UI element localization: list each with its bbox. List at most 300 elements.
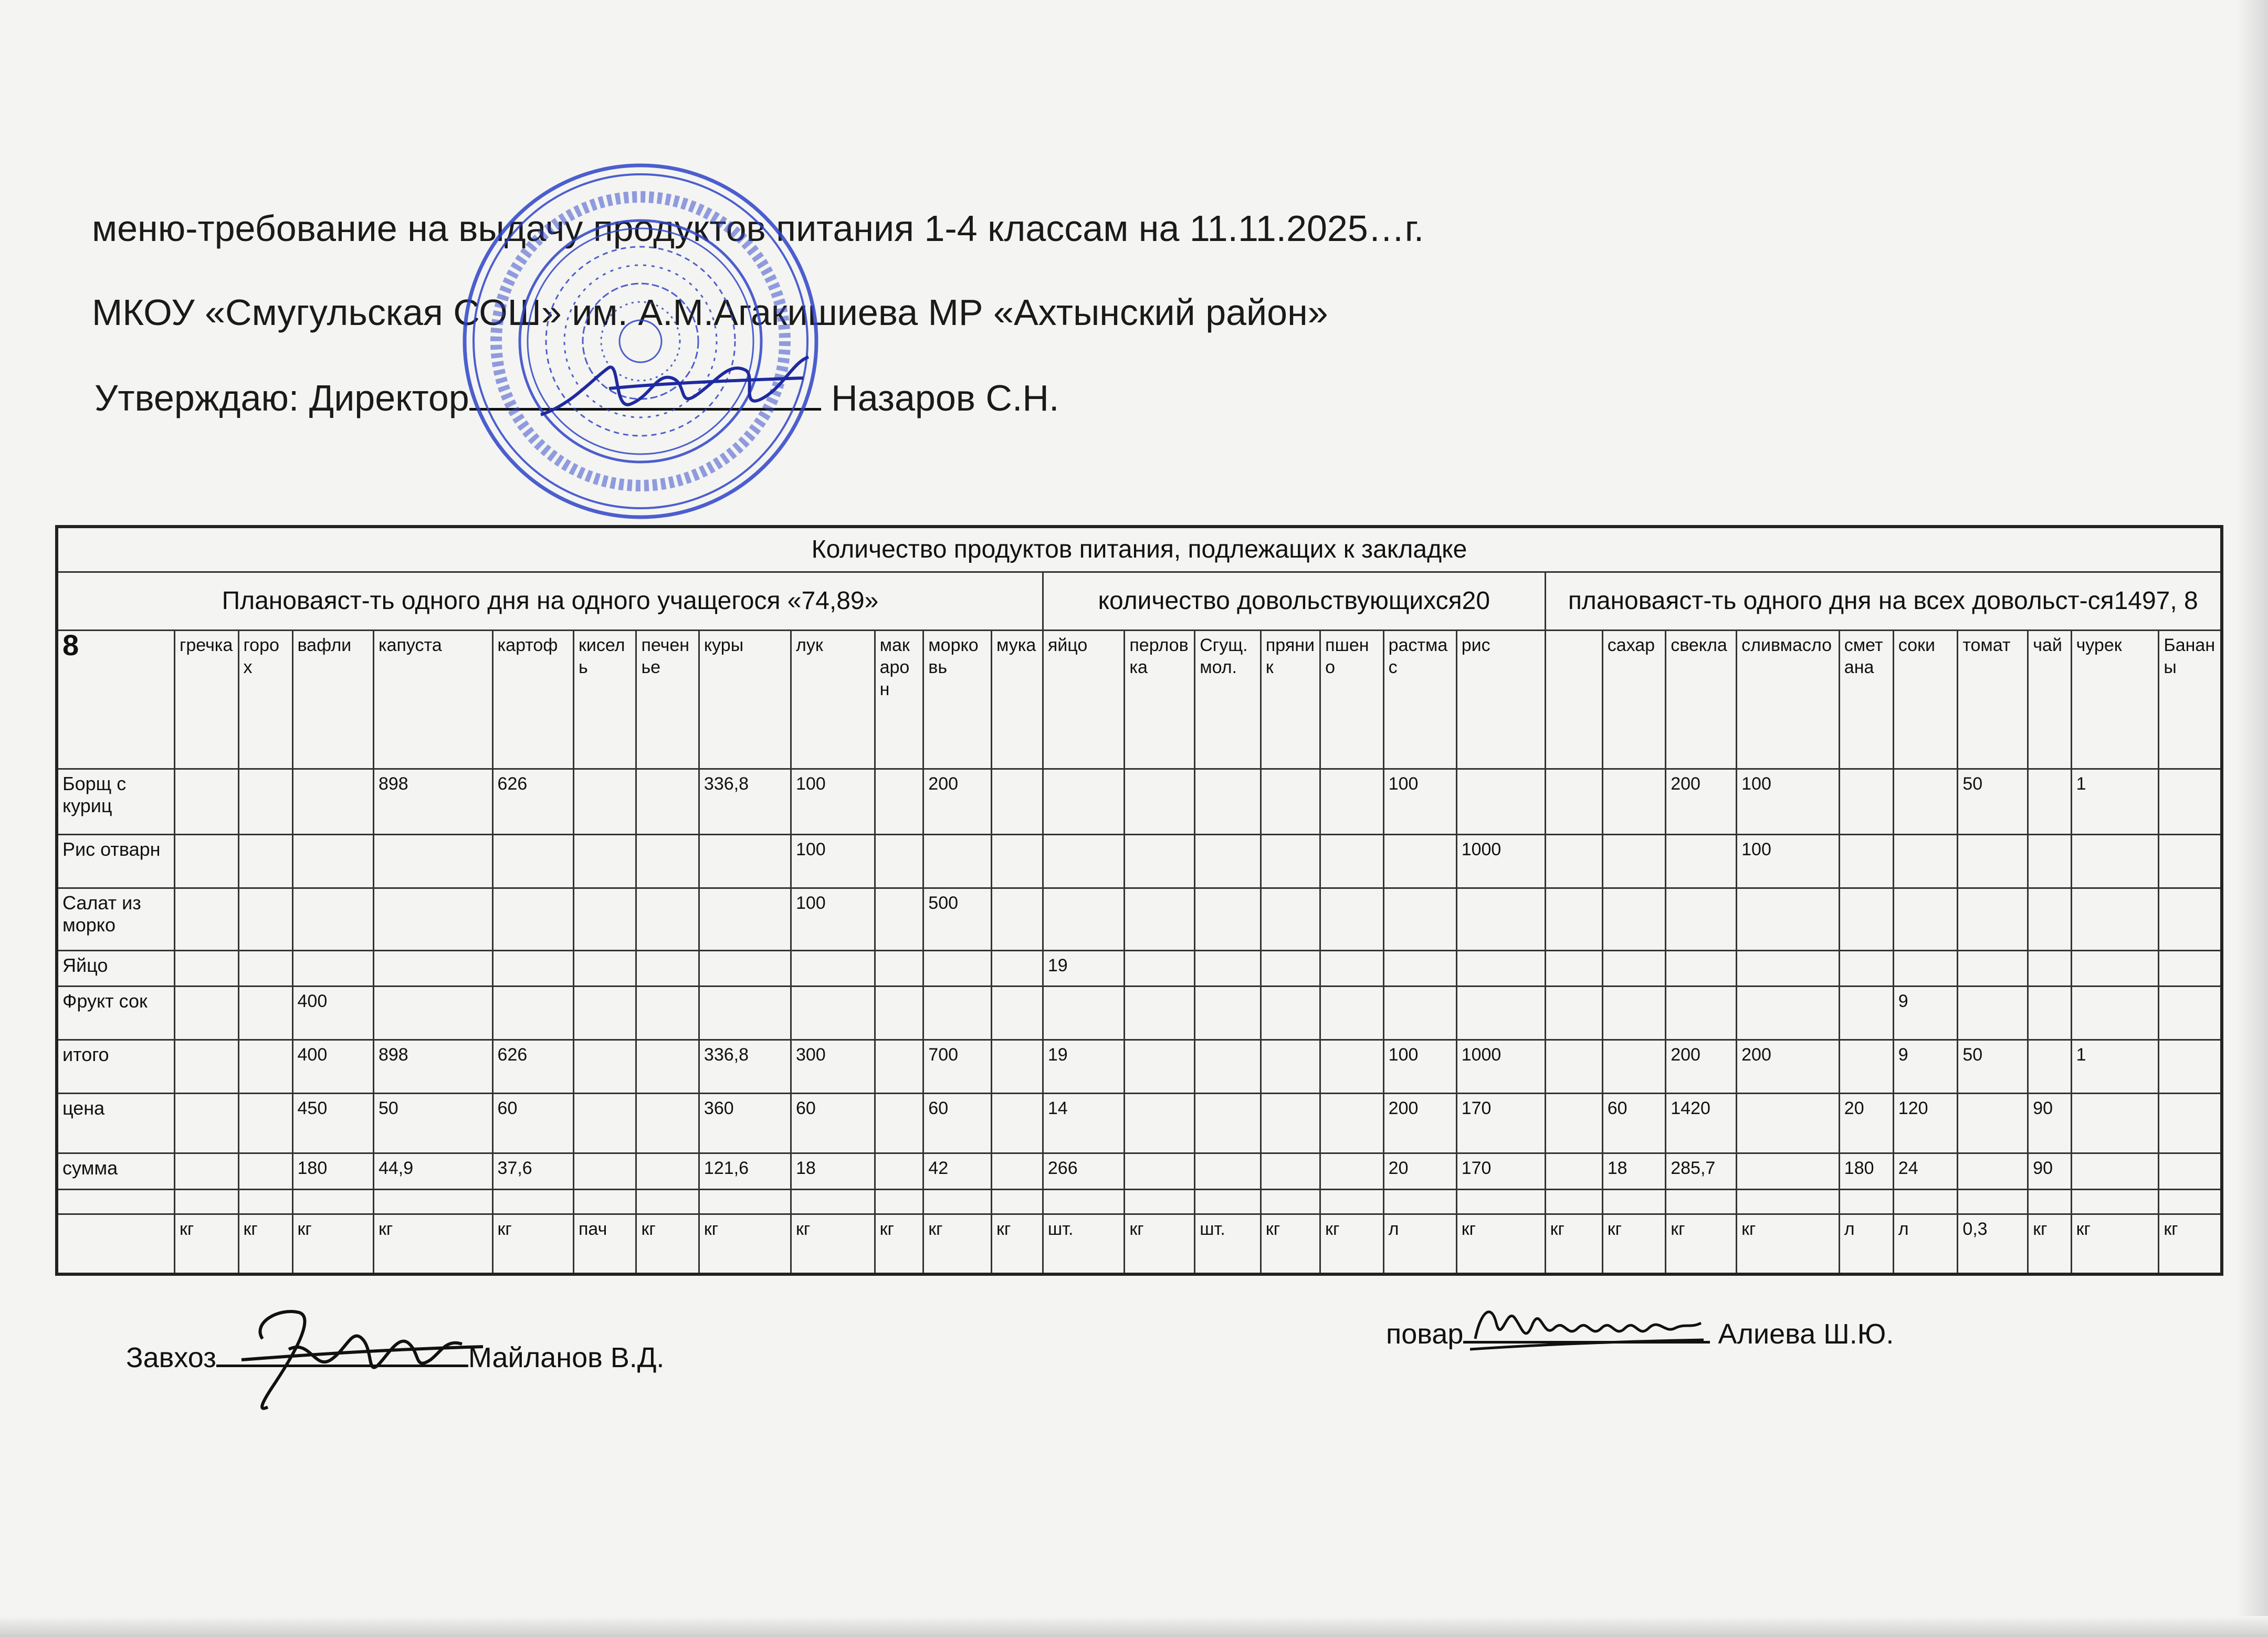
row-label: Салат из морко — [57, 888, 175, 951]
table-cell: 626 — [492, 1040, 573, 1094]
column-header: сметана — [1839, 630, 1893, 769]
table-cell — [238, 888, 292, 951]
table-cell — [574, 1040, 636, 1094]
table-cell — [1545, 835, 1602, 888]
table-cell — [992, 1094, 1043, 1153]
table-cell — [1737, 1094, 1840, 1153]
table-cell: 336,8 — [699, 1040, 791, 1094]
column-header: куры — [699, 630, 791, 769]
table-cell: 121,6 — [699, 1153, 791, 1189]
table-cell — [1261, 1153, 1320, 1189]
table-cell — [2028, 769, 2071, 835]
empty-cell — [238, 1189, 292, 1214]
table-cell — [1602, 835, 1665, 888]
table-cell — [992, 769, 1043, 835]
column-header: перловка — [1125, 630, 1195, 769]
table-cell: 9 — [1893, 987, 1958, 1040]
table-cell — [2028, 951, 2071, 987]
table-cell: 200 — [1666, 1040, 1737, 1094]
table-cell — [1737, 951, 1840, 987]
table-cell — [1602, 888, 1665, 951]
table-cell — [2071, 888, 2159, 951]
table-cell — [175, 951, 239, 987]
row-label: Фрукт сок — [57, 987, 175, 1040]
table-cell — [1737, 987, 1840, 1040]
table-cell — [1195, 835, 1261, 888]
table-cell — [1958, 987, 2028, 1040]
table-cell — [875, 1040, 923, 1094]
unit-cell: кг — [1545, 1214, 1602, 1274]
table-cell — [2159, 1153, 2222, 1189]
table-cell: 400 — [292, 987, 373, 1040]
table-cell — [1043, 835, 1125, 888]
table-cell — [2159, 888, 2222, 951]
table-cell: 450 — [292, 1094, 373, 1153]
unit-cell: пач — [574, 1214, 636, 1274]
empty-cell — [1839, 1189, 1893, 1214]
table-cell: 200 — [1737, 1040, 1840, 1094]
table-cell: 100 — [791, 888, 875, 951]
unit-cell: кг — [292, 1214, 373, 1274]
table-cell: 19 — [1043, 951, 1125, 987]
table-cell — [1545, 1040, 1602, 1094]
table-cell: 60 — [1602, 1094, 1665, 1153]
table-cell — [1545, 888, 1602, 951]
table-cell — [699, 987, 791, 1040]
table-cell — [175, 769, 239, 835]
empty-cell — [699, 1189, 791, 1214]
unit-cell: кг — [1125, 1214, 1195, 1274]
table-cell — [175, 888, 239, 951]
table-cell — [1261, 987, 1320, 1040]
table-cell — [636, 1153, 699, 1189]
table-cell — [1320, 888, 1383, 951]
table-cell — [1456, 951, 1545, 987]
table-row — [57, 951, 2222, 987]
empty-cell — [1383, 1189, 1456, 1214]
table-cell — [1261, 835, 1320, 888]
empty-cell — [1043, 1189, 1125, 1214]
table-cell — [2028, 987, 2071, 1040]
table-cell — [1666, 888, 1737, 951]
table-cell — [1893, 769, 1958, 835]
unit-cell: л — [1383, 1214, 1456, 1274]
table-cell — [1893, 835, 1958, 888]
empty-cell — [492, 1189, 573, 1214]
zavhoz-name: Майланов В.Д. — [468, 1342, 665, 1373]
column-header: сахар — [1602, 630, 1665, 769]
paper-bottom-edge — [0, 1616, 2268, 1637]
column-header: Сгущ.мол. — [1195, 630, 1261, 769]
table-cell — [1320, 1094, 1383, 1153]
table-cell — [699, 835, 791, 888]
table-row — [57, 1153, 2222, 1189]
table-cell — [791, 987, 875, 1040]
info-count: количество довольствующихся20 — [1043, 572, 1545, 630]
column-header: печенье — [636, 630, 699, 769]
empty-row — [57, 1189, 2222, 1214]
table-cell: 100 — [791, 835, 875, 888]
table-cell — [2159, 835, 2222, 888]
empty-cell — [1958, 1189, 2028, 1214]
column-header: чурек — [2071, 630, 2159, 769]
empty-cell — [1195, 1189, 1261, 1214]
column-header: горох — [238, 630, 292, 769]
unit-cell: кг — [492, 1214, 573, 1274]
table-cell — [923, 987, 992, 1040]
empty-cell — [636, 1189, 699, 1214]
unit-cell: кг — [373, 1214, 492, 1274]
table-cell — [2071, 1153, 2159, 1189]
table-cell: 180 — [292, 1153, 373, 1189]
table-cell — [373, 951, 492, 987]
table-cell: 170 — [1456, 1094, 1545, 1153]
unit-cell: кг — [923, 1214, 992, 1274]
table-cell: 18 — [1602, 1153, 1665, 1189]
table-cell — [2071, 951, 2159, 987]
table-cell — [2159, 1040, 2222, 1094]
unit-cell: кг — [2071, 1214, 2159, 1274]
empty-cell — [57, 1189, 175, 1214]
unit-cell: кг — [1666, 1214, 1737, 1274]
director-signature — [530, 347, 824, 436]
unit-cell: кг — [875, 1214, 923, 1274]
table-cell — [699, 888, 791, 951]
table-cell — [636, 769, 699, 835]
table-cell — [1839, 987, 1893, 1040]
info-plan-total: плановаяст-ть одного дня на всех довольст-ся1497, 8 — [1545, 572, 2222, 630]
table-cell — [1383, 987, 1456, 1040]
table-cell — [175, 987, 239, 1040]
column-header: чай — [2028, 630, 2071, 769]
table-cell — [923, 835, 992, 888]
unit-cell: кг — [992, 1214, 1043, 1274]
table-cell: 100 — [1383, 1040, 1456, 1094]
table-cell — [292, 951, 373, 987]
table-cell — [238, 769, 292, 835]
table-cell — [2028, 1040, 2071, 1094]
table-cell — [1602, 987, 1665, 1040]
table-cell — [1666, 987, 1737, 1040]
column-header: лук — [791, 630, 875, 769]
unit-cell — [57, 1214, 175, 1274]
table-cell — [2159, 951, 2222, 987]
table-cell — [992, 987, 1043, 1040]
empty-cell — [2071, 1189, 2159, 1214]
table-cell — [1839, 769, 1893, 835]
table-cell — [1383, 835, 1456, 888]
column-header: Бананы — [2159, 630, 2222, 769]
column-header: морковь — [923, 630, 992, 769]
table-cell — [875, 1094, 923, 1153]
table-cell: 200 — [1383, 1094, 1456, 1153]
empty-cell — [1545, 1189, 1602, 1214]
zavhoz-label: Завхоз — [126, 1342, 216, 1373]
table-cell: 60 — [492, 1094, 573, 1153]
table-cell — [1125, 1094, 1195, 1153]
empty-cell — [373, 1189, 492, 1214]
column-header: пряник — [1261, 630, 1320, 769]
table-cell: 100 — [791, 769, 875, 835]
unit-cell: кг — [1261, 1214, 1320, 1274]
table-cell — [238, 835, 292, 888]
table-cell — [238, 1153, 292, 1189]
table-cell: 898 — [373, 769, 492, 835]
column-header: свекла — [1666, 630, 1737, 769]
column-header: гречка — [175, 630, 239, 769]
table-cell — [1958, 951, 2028, 987]
table-cell: 266 — [1043, 1153, 1125, 1189]
unit-cell: кг — [1737, 1214, 1840, 1274]
table-cell — [1893, 951, 1958, 987]
unit-cell: кг — [2028, 1214, 2071, 1274]
table-cell — [1195, 888, 1261, 951]
unit-cell: л — [1893, 1214, 1958, 1274]
table-row — [57, 888, 2222, 951]
table-cell — [1320, 987, 1383, 1040]
table-cell — [1261, 1094, 1320, 1153]
table-cell — [1545, 1153, 1602, 1189]
table-cell — [992, 1040, 1043, 1094]
empty-cell — [875, 1189, 923, 1214]
table-cell: 9 — [1893, 1040, 1958, 1094]
column-header: рис — [1456, 630, 1545, 769]
unit-cell: кг — [1456, 1214, 1545, 1274]
table-cell — [2071, 987, 2159, 1040]
table-cell: 37,6 — [492, 1153, 573, 1189]
table-cell — [2028, 835, 2071, 888]
table-cell — [875, 951, 923, 987]
info-plan-per-student: Плановаяст-ть одного дня на одного учащегося «74,89» — [57, 572, 1043, 630]
table-cell — [1383, 951, 1456, 987]
table-cell — [1666, 951, 1737, 987]
table-caption: Количество продуктов питания, подлежащих к закладке — [57, 527, 2222, 572]
table-cell — [1125, 987, 1195, 1040]
empty-cell — [1893, 1189, 1958, 1214]
table-cell — [1195, 1040, 1261, 1094]
table-cell — [1839, 951, 1893, 987]
table-cell: 200 — [1666, 769, 1737, 835]
column-header: пшено — [1320, 630, 1383, 769]
table-cell — [238, 951, 292, 987]
table-cell — [1456, 888, 1545, 951]
table-cell — [2159, 1094, 2222, 1153]
table-cell — [492, 888, 573, 951]
table-cell — [1602, 769, 1665, 835]
column-header: капуста — [373, 630, 492, 769]
column-header: соки — [1893, 630, 1958, 769]
table-cell — [1261, 1040, 1320, 1094]
table-row — [57, 987, 2222, 1040]
table-cell — [574, 769, 636, 835]
table-cell — [923, 951, 992, 987]
table-cell — [1958, 1153, 2028, 1189]
table-cell — [636, 888, 699, 951]
table-cell: 1000 — [1456, 835, 1545, 888]
unit-cell: кг — [1602, 1214, 1665, 1274]
table-cell — [175, 835, 239, 888]
table-cell — [238, 987, 292, 1040]
table-cell — [574, 835, 636, 888]
table-cell: 50 — [373, 1094, 492, 1153]
row-label: Борщ с куриц — [57, 769, 175, 835]
table-cell: 100 — [1737, 769, 1840, 835]
table-cell — [292, 835, 373, 888]
table-cell: 14 — [1043, 1094, 1125, 1153]
table-cell: 180 — [1839, 1153, 1893, 1189]
table-cell — [1602, 951, 1665, 987]
table-cell — [875, 888, 923, 951]
table-cell: 700 — [923, 1040, 992, 1094]
table-cell: 90 — [2028, 1153, 2071, 1189]
table-cell — [699, 951, 791, 987]
empty-cell — [791, 1189, 875, 1214]
table-cell — [1125, 1153, 1195, 1189]
table-cell — [636, 1040, 699, 1094]
table-cell: 500 — [923, 888, 992, 951]
table-cell — [1839, 1040, 1893, 1094]
table-cell: 60 — [923, 1094, 992, 1153]
empty-cell — [1666, 1189, 1737, 1214]
unit-cell: шт. — [1195, 1214, 1261, 1274]
column-header — [1545, 630, 1602, 769]
povar-name: Алиева Ш.Ю. — [1718, 1318, 1894, 1350]
row-label: сумма — [57, 1153, 175, 1189]
table-cell — [1125, 1040, 1195, 1094]
column-header: кисель — [574, 630, 636, 769]
table-cell — [175, 1153, 239, 1189]
table-cell — [1839, 888, 1893, 951]
table-cell — [1545, 769, 1602, 835]
units-row — [57, 1214, 2222, 1274]
table-cell — [1320, 835, 1383, 888]
table-cell — [875, 987, 923, 1040]
table-cell — [2028, 888, 2071, 951]
column-header: томат — [1958, 630, 2028, 769]
table-cell — [1261, 951, 1320, 987]
empty-cell — [1320, 1189, 1383, 1214]
table-cell — [1195, 1153, 1261, 1189]
table-cell — [636, 835, 699, 888]
table-cell — [1737, 888, 1840, 951]
table-cell — [373, 987, 492, 1040]
table-cell: 100 — [1737, 835, 1840, 888]
table-cell — [1737, 1153, 1840, 1189]
table-cell — [1320, 951, 1383, 987]
unit-cell: кг — [699, 1214, 791, 1274]
empty-cell — [574, 1189, 636, 1214]
table-cell — [292, 888, 373, 951]
table-cell: 626 — [492, 769, 573, 835]
table-cell — [1545, 951, 1602, 987]
column-header: сливмасло — [1737, 630, 1840, 769]
empty-cell — [2159, 1189, 2222, 1214]
table-row — [57, 1094, 2222, 1153]
table-cell — [875, 769, 923, 835]
empty-cell — [175, 1189, 239, 1214]
unit-cell: л — [1839, 1214, 1893, 1274]
document-title: меню-требование на выдачу продуктов питания 1-4 классам на 11.11.2025…г. — [92, 208, 1424, 249]
table-cell: 120 — [1893, 1094, 1958, 1153]
table-cell: 60 — [791, 1094, 875, 1153]
unit-cell: кг — [1320, 1214, 1383, 1274]
table-cell — [1456, 769, 1545, 835]
unit-cell: кг — [238, 1214, 292, 1274]
row-label: цена — [57, 1094, 175, 1153]
table-cell — [292, 769, 373, 835]
povar-signature — [1465, 1292, 1706, 1360]
table-cell — [1043, 888, 1125, 951]
table-cell: 1 — [2071, 1040, 2159, 1094]
column-header: яйцо — [1043, 630, 1125, 769]
products-table — [55, 525, 2223, 1276]
table-cell — [1261, 888, 1320, 951]
table-cell: 1000 — [1456, 1040, 1545, 1094]
table-cell: 19 — [1043, 1040, 1125, 1094]
column-header: вафли — [292, 630, 373, 769]
table-cell — [992, 835, 1043, 888]
table-cell — [2071, 1094, 2159, 1153]
table-cell — [492, 835, 573, 888]
table-cell — [373, 888, 492, 951]
empty-cell — [1456, 1189, 1545, 1214]
empty-cell — [1261, 1189, 1320, 1214]
empty-cell — [1602, 1189, 1665, 1214]
table-cell — [492, 987, 573, 1040]
table-cell — [1958, 1094, 2028, 1153]
column-header: картоф — [492, 630, 573, 769]
table-cell — [574, 1094, 636, 1153]
table-cell: 20 — [1383, 1153, 1456, 1189]
table-cell: 1420 — [1666, 1094, 1737, 1153]
table-cell: 898 — [373, 1040, 492, 1094]
column-header: макарон — [875, 630, 923, 769]
table-cell — [1893, 888, 1958, 951]
unit-cell: кг — [175, 1214, 239, 1274]
paper-edge — [2236, 0, 2268, 1637]
table-cell — [636, 987, 699, 1040]
table-cell — [992, 888, 1043, 951]
table-cell — [1125, 951, 1195, 987]
empty-cell — [992, 1189, 1043, 1214]
table-cell: 1 — [2071, 769, 2159, 835]
table-cell — [1195, 951, 1261, 987]
approve-label: Утверждаю: Директор — [94, 377, 469, 418]
empty-cell — [1125, 1189, 1195, 1214]
table-cell — [1261, 769, 1320, 835]
row-label: итого — [57, 1040, 175, 1094]
table-cell: 360 — [699, 1094, 791, 1153]
table-cell — [791, 951, 875, 987]
povar-label: повар — [1386, 1318, 1464, 1350]
table-cell — [1195, 769, 1261, 835]
table-cell — [1125, 888, 1195, 951]
director-name: Назаров С.Н. — [831, 377, 1059, 418]
table-cell — [1125, 835, 1195, 888]
empty-cell — [292, 1189, 373, 1214]
table-cell — [1125, 769, 1195, 835]
corner-cell: 8 — [57, 630, 175, 769]
table-cell — [574, 951, 636, 987]
table-cell — [992, 1153, 1043, 1189]
unit-cell: кг — [791, 1214, 875, 1274]
unit-cell: шт. — [1043, 1214, 1125, 1274]
row-label: Яйцо — [57, 951, 175, 987]
table-cell: 170 — [1456, 1153, 1545, 1189]
table-cell — [1456, 987, 1545, 1040]
table-cell — [636, 1094, 699, 1153]
table-cell: 20 — [1839, 1094, 1893, 1153]
